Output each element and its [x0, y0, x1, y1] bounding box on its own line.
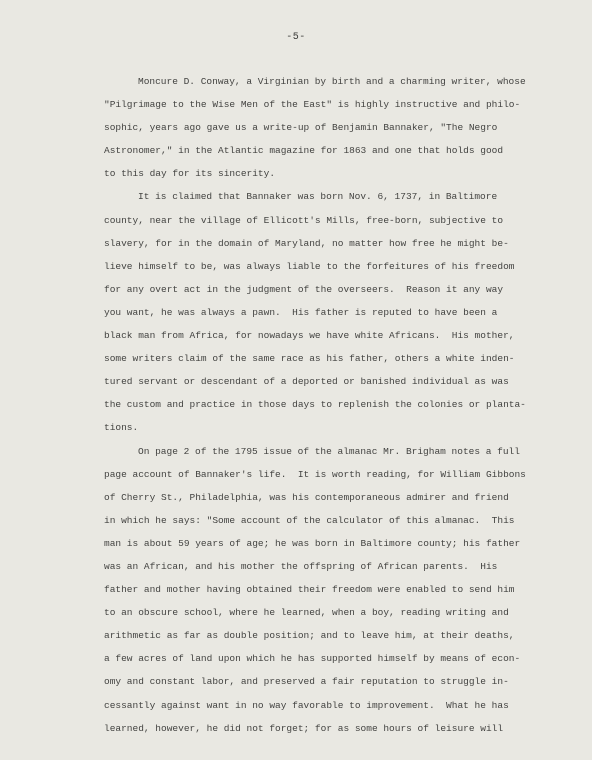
text-line: in which he says: "Some account of the calculator of this almanac. This [104, 514, 515, 526]
text-line: a few acres of land upon which he has supported himself by means of econ- [104, 653, 521, 665]
text-line: Astronomer," in the Atlantic magazine for 1863 and one that holds good [104, 145, 504, 157]
text-line: the custom and practice in those days to replenish the colonies or planta- [104, 399, 526, 411]
text-line: tions. [104, 422, 139, 434]
text-line: of Cherry St., Philadelphia, was his contemporaneous admirer and friend [104, 491, 509, 503]
text-line: On page 2 of the 1795 issue of the almanac Mr. Brigham notes a full [138, 445, 520, 457]
text-line: you want, he was always a pawn. His father is reputed to have been a [104, 306, 498, 318]
text-line: lieve himself to be, was always liable to the forfeitures of his freedom [104, 260, 515, 272]
text-line: arithmetic as far as double position; and to leave him, at their deaths, [104, 630, 515, 642]
text-line: father and mother having obtained their freedom were enabled to send him [104, 584, 515, 596]
text-line: was an African, and his mother the offspring of African parents. His [104, 560, 498, 572]
text-line: Moncure D. Conway, a Virginian by birth and a charming writer, whose [138, 76, 526, 87]
text-line: sophic, years ago gave us a write-up of Benjamin Bannaker, "The Negro [104, 122, 498, 134]
paragraph-almanac [104, 440, 544, 740]
text-line: to an obscure school, where he learned, when a boy, reading writing and [104, 607, 509, 619]
text-line: slavery, for in the domain of Maryland, no matter how free he might be- [104, 237, 509, 249]
text-line: county, near the village of Ellicott's Mills, free-born, subjective to [104, 214, 504, 226]
text-line: to this day for its sincerity. [104, 168, 276, 180]
paragraph-birth [104, 185, 544, 439]
text-line: black man from Africa, for nowadays we have white Africans. His mother, [104, 330, 515, 342]
page-number: -5- [286, 32, 306, 43]
text-line: omy and constant labor, and preserved a fair reputation to struggle in- [104, 676, 509, 688]
text-line: man is about 59 years of age; he was born in Baltimore county; his father [104, 537, 521, 549]
text-line: cessantly against want in no way favorable to improvement. What he has [104, 699, 509, 711]
text-line: page account of Bannaker's life. It is worth reading, for William Gibbons [104, 468, 526, 480]
text-line: some writers claim of the same race as his father, others a white inden- [104, 353, 515, 365]
text-line: for any overt act in the judgment of the overseers. Reason it any way [104, 283, 504, 295]
text-line: learned, however, he did not forget; for as some hours of leisure will [104, 722, 504, 734]
typed-body [104, 70, 544, 740]
text-line: tured servant or descendant of a deported or banished individual as was [104, 376, 509, 388]
text-line: It is claimed that Bannaker was born Nov. 6, 1737, in Baltimore [138, 191, 498, 203]
paragraph-conway [104, 70, 544, 185]
text-line: "Pilgrimage to the Wise Men of the East" is highly instructive and philo- [104, 99, 521, 111]
